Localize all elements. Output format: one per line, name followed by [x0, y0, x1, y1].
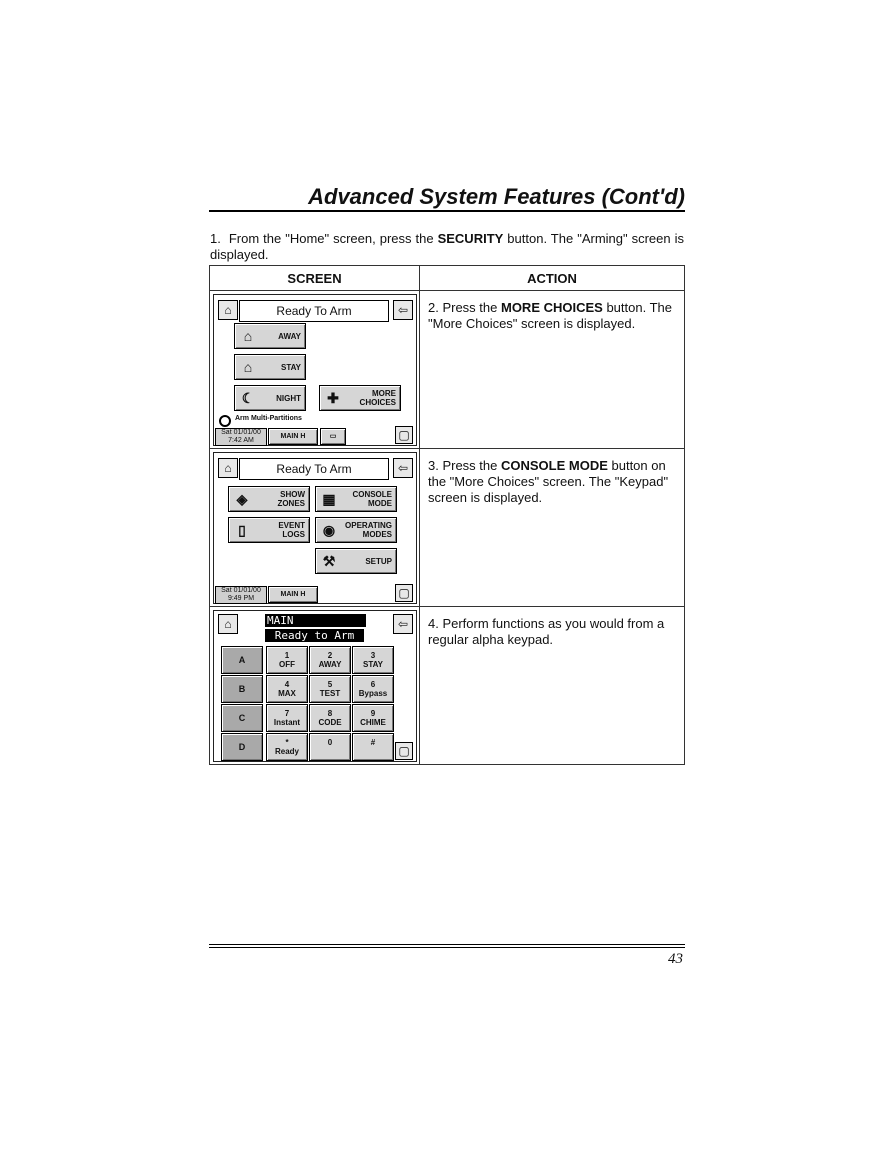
function-key-d[interactable]: D [221, 733, 263, 761]
screen-cell-more-choices [210, 449, 420, 607]
more-status: Ready To Arm [239, 458, 389, 480]
console-label: CONSOLE [352, 490, 392, 499]
date-text: Sat 01/01/00 [221, 587, 261, 594]
setup-button[interactable] [315, 548, 397, 574]
page-number: 43 [668, 951, 683, 967]
lcd-line-2: Ready to Arm [265, 629, 364, 642]
key-0[interactable]: 0 [309, 733, 351, 761]
night-label: NIGHT [276, 393, 301, 403]
night-button[interactable] [234, 385, 306, 411]
voice-icon[interactable]: ▢ [395, 584, 413, 602]
step2-keyword: MORE CHOICES [500, 300, 603, 315]
more-label: MORE [372, 389, 396, 398]
key-6[interactable]: 6 Bypass [352, 675, 394, 703]
multi-partition-radio[interactable] [219, 415, 231, 427]
operating-modes-button[interactable] [315, 517, 397, 543]
away-button[interactable] [234, 323, 306, 349]
step3-post: button on the "More Choices" screen. The "Keypad" screen is displayed. [428, 458, 669, 505]
multi-partition-label: Arm Multi-Partitions [235, 415, 302, 422]
event-label: EVENT [278, 521, 305, 530]
keypad-screen [213, 610, 417, 762]
key-7[interactable]: 7 Instant [266, 704, 308, 732]
key-star[interactable]: * Ready [266, 733, 308, 761]
keypad-icon: ▦ [322, 491, 336, 507]
time-text: 9:49 PM [227, 595, 255, 602]
tools-icon: ⚒ [322, 553, 336, 569]
step3-pre: 3. Press the [428, 458, 501, 473]
key-pound[interactable]: # [352, 733, 394, 761]
voice-icon[interactable]: ▢ [395, 426, 413, 444]
intro-number: 1. [210, 231, 221, 246]
main-house-button[interactable]: MAIN H [268, 428, 318, 445]
mode-label: MODE [368, 499, 392, 508]
date-time-display [215, 428, 267, 446]
lcd-line-1: MAIN [265, 614, 366, 627]
time-text: 7:42 AM [228, 437, 254, 444]
step3-keyword: CONSOLE MODE [500, 458, 608, 473]
show-label: SHOW [280, 490, 305, 499]
key-4[interactable]: 4 MAX [266, 675, 308, 703]
house-person-icon: ⌂ [243, 328, 253, 344]
intro-text-post: button. The "Arming" screen is displayed. [210, 231, 684, 262]
step4-pre: 4. Perform functions as you would from a regular alpha keypad. [428, 616, 665, 647]
voice-icon[interactable]: ▢ [395, 742, 413, 760]
stay-button[interactable] [234, 354, 306, 380]
action-cell-step2 [420, 291, 685, 449]
screen-cell-arming [210, 291, 420, 449]
column-header-action: ACTION [420, 266, 685, 291]
disc-icon: ◉ [322, 522, 336, 538]
key-9[interactable]: 9 CHIME [352, 704, 394, 732]
setup-label: SETUP [365, 556, 392, 566]
house-icon: ⌂ [243, 359, 253, 375]
choices-label: CHOICES [359, 398, 396, 407]
step2-post: button. The "More Choices" screen is displayed. [428, 300, 672, 331]
logs-label: LOGS [282, 530, 305, 539]
back-arrow-icon[interactable]: ⇦ [393, 458, 413, 478]
arming-screen [213, 294, 417, 446]
home-icon[interactable]: ⌂ [218, 614, 238, 634]
function-key-b[interactable]: B [221, 675, 263, 703]
event-logs-button[interactable] [228, 517, 310, 543]
key-2[interactable]: 2 AWAY [309, 646, 351, 674]
modes-label: MODES [362, 530, 392, 539]
screen-cell-keypad [210, 607, 420, 765]
cube-icon: ◈ [236, 491, 248, 507]
date-text: Sat 01/01/00 [221, 429, 261, 436]
console-mode-button[interactable] [315, 486, 397, 512]
function-key-a[interactable]: A [221, 646, 263, 674]
home-icon[interactable]: ⌂ [218, 300, 238, 320]
function-key-c[interactable]: C [221, 704, 263, 732]
intro-text-pre: From the "Home" screen, press the [228, 231, 438, 246]
page-icon: ▯ [238, 522, 246, 538]
arming-status: Ready To Arm [239, 300, 389, 322]
step2-pre: 2. Press the [428, 300, 501, 315]
battery-icon[interactable]: ▭ [320, 428, 346, 445]
zones-label: ZONES [277, 499, 305, 508]
back-arrow-icon[interactable]: ⇦ [393, 300, 413, 320]
action-cell-step4 [420, 607, 685, 765]
more-choices-screen [213, 452, 417, 604]
title-rule [209, 210, 685, 212]
key-8[interactable]: 8 CODE [309, 704, 351, 732]
intro-paragraph [210, 231, 684, 263]
more-choices-button[interactable] [319, 385, 401, 411]
operating-label: OPERATING [345, 521, 392, 530]
show-zones-button[interactable] [228, 486, 310, 512]
document-plus-icon: ✚ [327, 390, 339, 406]
footer-rule-top [209, 944, 685, 945]
date-time-display [215, 586, 267, 604]
main-house-button[interactable]: MAIN H [268, 586, 318, 603]
key-5[interactable]: 5 TEST [309, 675, 351, 703]
stay-label: STAY [280, 362, 301, 372]
footer-rule-bottom [209, 947, 685, 948]
key-1[interactable]: 1 OFF [266, 646, 308, 674]
home-icon[interactable]: ⌂ [218, 458, 238, 478]
away-label: AWAY [278, 331, 301, 341]
page-title: Advanced System Features (Cont'd) [308, 184, 685, 209]
back-arrow-icon[interactable]: ⇦ [393, 614, 413, 634]
steps-table [209, 265, 685, 765]
house-moon-icon: ☾ [241, 390, 255, 406]
action-cell-step3 [420, 449, 685, 607]
intro-keyword: SECURITY [437, 231, 504, 246]
column-header-screen: SCREEN [210, 266, 420, 291]
key-3[interactable]: 3 STAY [352, 646, 394, 674]
